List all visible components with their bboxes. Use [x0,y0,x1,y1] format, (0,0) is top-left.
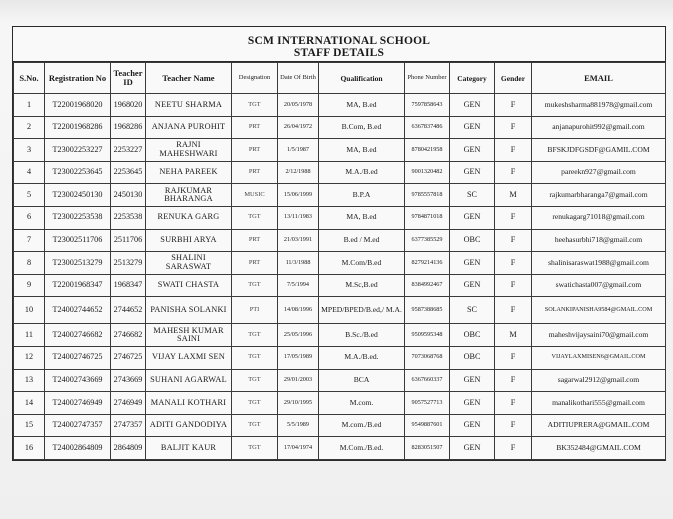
cell-designation: PRT [232,139,278,162]
staff-details-document [12,26,666,461]
cell-date-of-birth: 17/04/1974 [278,437,319,460]
table-row [14,324,666,347]
cell-category: GEN [450,252,495,275]
cell-registration-no: T24002746949 [45,392,111,415]
cell-date-of-birth: 13/11/1983 [278,206,319,229]
page-top-edge [0,0,673,22]
header-category: Category [450,63,495,94]
table-row [14,139,666,162]
cell-sno: 11 [14,324,45,347]
cell-qualification: MA, B.ed [319,94,405,117]
cell-teacher-name: NEHA PAREEK [146,161,232,184]
cell-date-of-birth: 26/04/1972 [278,116,319,139]
cell-phone-number: 8384992467 [405,274,450,297]
cell-teacher-name: SURBHI ARYA [146,229,232,252]
cell-date-of-birth: 17/05/1989 [278,346,319,369]
cell-gender: F [495,414,532,437]
table-row [14,94,666,117]
cell-date-of-birth: 2/12/1988 [278,161,319,184]
header-designation: Designation [232,63,278,94]
cell-teacher-id: 2747357 [111,414,146,437]
cell-gender: F [495,274,532,297]
cell-gender: F [495,161,532,184]
cell-teacher-name: RENUKA GARG [146,206,232,229]
cell-qualification: M.A./B.ed. [319,346,405,369]
cell-qualification: B.Com, B.ed [319,116,405,139]
cell-registration-no: T24002746725 [45,346,111,369]
cell-phone-number: 6367660337 [405,369,450,392]
cell-teacher-name: RAJNI MAHESHWARI [146,139,232,162]
cell-category: GEN [450,116,495,139]
cell-category: OBC [450,229,495,252]
document-header [13,27,665,62]
cell-registration-no: T23002511706 [45,229,111,252]
cell-sno: 15 [14,414,45,437]
cell-email: BK352484@GMAIL.COM [532,437,666,460]
cell-gender: F [495,252,532,275]
cell-teacher-name: MAHESH KUMAR SAINI [146,324,232,347]
cell-registration-no: T24002744652 [45,297,111,324]
table-row [14,229,666,252]
cell-teacher-name: ADITI GANDODIYA [146,414,232,437]
cell-date-of-birth: 14/08/1996 [278,297,319,324]
cell-teacher-id: 2746725 [111,346,146,369]
cell-email: SOLANKIPANISHA9584@GMAIL.COM [532,297,666,324]
staff-table [13,62,666,460]
cell-teacher-id: 1968347 [111,274,146,297]
cell-sno: 12 [14,346,45,369]
cell-email: anjanapurohit992@gmail.com [532,116,666,139]
cell-qualification: M.A./B.ed [319,161,405,184]
cell-date-of-birth: 5/5/1989 [278,414,319,437]
cell-teacher-id: 2746949 [111,392,146,415]
cell-designation: PRT [232,161,278,184]
cell-phone-number: 8780421958 [405,139,450,162]
document-subtitle: STAFF DETAILS [293,47,385,59]
cell-gender: M [495,184,532,207]
cell-phone-number: 6377385529 [405,229,450,252]
cell-email: shalinisaraswat1988@gmail.com [532,252,666,275]
cell-phone-number: 8283051507 [405,437,450,460]
cell-phone-number: 9587388685 [405,297,450,324]
cell-gender: F [495,297,532,324]
cell-sno: 13 [14,369,45,392]
cell-designation: TGT [232,369,278,392]
cell-sno: 16 [14,437,45,460]
cell-teacher-id: 2513279 [111,252,146,275]
cell-sno: 3 [14,139,45,162]
cell-designation: TGT [232,437,278,460]
cell-registration-no: T24002864809 [45,437,111,460]
cell-teacher-name: SWATI CHASTA [146,274,232,297]
cell-date-of-birth: 29/10/1995 [278,392,319,415]
cell-sno: 1 [14,94,45,117]
cell-designation: TGT [232,346,278,369]
cell-teacher-name: RAJKUMAR BHARANGA [146,184,232,207]
cell-qualification: M.Com/B.ed [319,252,405,275]
cell-date-of-birth: 1/5/1987 [278,139,319,162]
cell-designation: PRT [232,116,278,139]
cell-date-of-birth: 21/03/1991 [278,229,319,252]
cell-qualification: B.Sc./B.ed [319,324,405,347]
cell-teacher-name: VIJAY LAXMI SEN [146,346,232,369]
cell-category: GEN [450,206,495,229]
cell-teacher-id: 2450130 [111,184,146,207]
cell-date-of-birth: 7/5/1994 [278,274,319,297]
cell-teacher-id: 2864809 [111,437,146,460]
table-row [14,184,666,207]
cell-category: GEN [450,437,495,460]
cell-qualification: M.com. [319,392,405,415]
cell-email: sagarwal2912@gmail.com [532,369,666,392]
header-teacher-name: Teacher Name [146,63,232,94]
cell-designation: TGT [232,274,278,297]
cell-phone-number: 9784871018 [405,206,450,229]
cell-registration-no: T22001968286 [45,116,111,139]
cell-designation: TGT [232,414,278,437]
cell-gender: F [495,392,532,415]
cell-category: OBC [450,346,495,369]
cell-qualification: MA, B.ed [319,139,405,162]
cell-gender: F [495,229,532,252]
cell-category: SC [450,297,495,324]
cell-teacher-name: PANISHA SOLANKI [146,297,232,324]
cell-teacher-name: SUHANI AGARWAL [146,369,232,392]
cell-sno: 4 [14,161,45,184]
cell-email: manalikothari555@gmail.com [532,392,666,415]
table-row [14,297,666,324]
cell-registration-no: T23002450130 [45,184,111,207]
cell-sno: 7 [14,229,45,252]
cell-registration-no: T24002747357 [45,414,111,437]
cell-registration-no: T23002513279 [45,252,111,275]
cell-email: BFSKJDFGSDF@GAMIL.COM [532,139,666,162]
school-name: SCM INTERNATIONAL SCHOOL [247,35,431,47]
cell-qualification: M.Sc,B.ed [319,274,405,297]
cell-qualification: B.P.A [319,184,405,207]
cell-sno: 5 [14,184,45,207]
cell-email: renukagarg71018@gmail.com [532,206,666,229]
cell-sno: 2 [14,116,45,139]
cell-phone-number: 6367837486 [405,116,450,139]
header-registration-no: Registration No [45,63,111,94]
cell-gender: F [495,94,532,117]
cell-phone-number: 9785557818 [405,184,450,207]
cell-phone-number: 7073068768 [405,346,450,369]
cell-designation: TGT [232,324,278,347]
table-row [14,437,666,460]
header-teacher-id: Teacher ID [111,63,146,94]
cell-category: GEN [450,161,495,184]
cell-designation: PRT [232,229,278,252]
cell-teacher-id: 2511706 [111,229,146,252]
cell-teacher-name: ANJANA PUROHIT [146,116,232,139]
cell-teacher-name: NEETU SHARMA [146,94,232,117]
table-row [14,346,666,369]
cell-qualification: M.Com./B.ed. [319,437,405,460]
cell-category: GEN [450,414,495,437]
table-row [14,206,666,229]
table-row [14,414,666,437]
header-phone-number: Phone Number [405,63,450,94]
cell-teacher-id: 1968286 [111,116,146,139]
cell-designation: PRT [232,252,278,275]
cell-designation: MUSIC [232,184,278,207]
cell-teacher-id: 2253538 [111,206,146,229]
cell-qualification: MPED/BPED/B.ed,/ M.A. [319,297,405,324]
cell-phone-number: 9509595348 [405,324,450,347]
cell-registration-no: T22001968020 [45,94,111,117]
table-row [14,369,666,392]
cell-designation: TGT [232,392,278,415]
cell-designation: TGT [232,206,278,229]
cell-gender: F [495,116,532,139]
cell-category: SC [450,184,495,207]
cell-sno: 14 [14,392,45,415]
cell-phone-number: 9057527713 [405,392,450,415]
cell-gender: M [495,324,532,347]
cell-teacher-id: 2253645 [111,161,146,184]
cell-gender: F [495,437,532,460]
table-row [14,252,666,275]
cell-date-of-birth: 25/05/1996 [278,324,319,347]
cell-teacher-id: 2746682 [111,324,146,347]
cell-sno: 8 [14,252,45,275]
cell-date-of-birth: 15/06/1999 [278,184,319,207]
cell-qualification: BCA [319,369,405,392]
cell-date-of-birth: 29/01/2003 [278,369,319,392]
cell-category: GEN [450,139,495,162]
cell-teacher-id: 1968020 [111,94,146,117]
cell-email: maheshvijaysaini70@gmail.com [532,324,666,347]
cell-sno: 10 [14,297,45,324]
cell-date-of-birth: 20/05/1978 [278,94,319,117]
cell-registration-no: T23002253538 [45,206,111,229]
header-sno: S.No. [14,63,45,94]
cell-designation: TGT [232,94,278,117]
cell-teacher-name: BALJIT KAUR [146,437,232,460]
cell-teacher-id: 2744652 [111,297,146,324]
cell-email: swatichasta007@gmail.com [532,274,666,297]
cell-email: ADITIUPRERA@GMAIL.COM [532,414,666,437]
cell-sno: 6 [14,206,45,229]
cell-email: VIJAYLAXMISEN6@GMAIL.COM [532,346,666,369]
table-row [14,161,666,184]
cell-gender: F [495,346,532,369]
cell-teacher-name: MANALI KOTHARI [146,392,232,415]
cell-registration-no: T23002253227 [45,139,111,162]
cell-teacher-id: 2253227 [111,139,146,162]
cell-registration-no: T22001968347 [45,274,111,297]
table-header-row [14,63,666,94]
header-qualification: Qualification [319,63,405,94]
cell-gender: F [495,369,532,392]
cell-email: mukeshsharma881978@gmail.com [532,94,666,117]
cell-phone-number: 8279214136 [405,252,450,275]
header-date-of-birth: Date Of Birth [278,63,319,94]
cell-category: GEN [450,369,495,392]
table-row [14,274,666,297]
table-row [14,116,666,139]
table-row [14,392,666,415]
cell-teacher-id: 2743669 [111,369,146,392]
cell-gender: F [495,206,532,229]
cell-qualification: M.com./B.ed [319,414,405,437]
cell-sno: 9 [14,274,45,297]
cell-registration-no: T24002746682 [45,324,111,347]
cell-phone-number: 9001320482 [405,161,450,184]
header-gender: Gender [495,63,532,94]
header-email: EMAIL [532,63,666,94]
cell-gender: F [495,139,532,162]
cell-registration-no: T24002743669 [45,369,111,392]
cell-registration-no: T23002253645 [45,161,111,184]
cell-qualification: B.ed / M.ed [319,229,405,252]
cell-qualification: MA, B.ed [319,206,405,229]
cell-designation: PTI [232,297,278,324]
cell-date-of-birth: 11/3/1988 [278,252,319,275]
cell-email: pareekn927@gmail.com [532,161,666,184]
cell-phone-number: 9549887601 [405,414,450,437]
cell-email: rajkumarbharanga7@gmail.com [532,184,666,207]
cell-category: GEN [450,94,495,117]
cell-email: heehasurbhi718@gmail.com [532,229,666,252]
cell-category: GEN [450,392,495,415]
cell-category: GEN [450,274,495,297]
cell-category: OBC [450,324,495,347]
cell-teacher-name: SHALINI SARASWAT [146,252,232,275]
cell-phone-number: 7597858643 [405,94,450,117]
